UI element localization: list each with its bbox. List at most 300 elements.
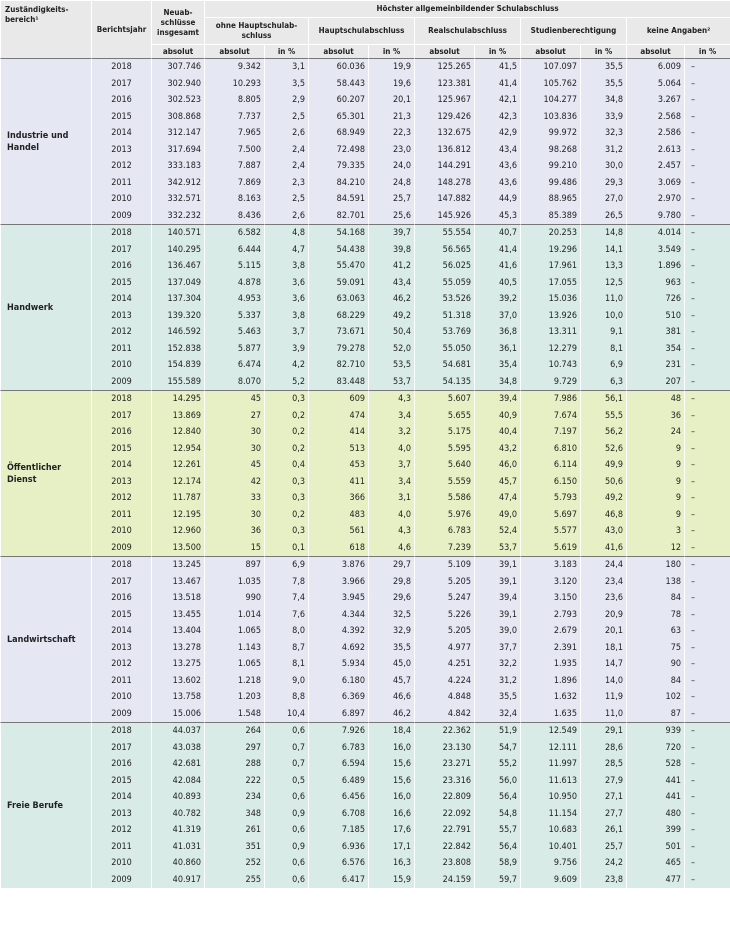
cell-year: 2018 [91,390,151,408]
cell-ohne-absolut: 1.035 [204,574,264,591]
cell-haupt-percent: 23,0 [368,142,414,159]
cell-ohne-absolut: 297 [204,740,264,757]
cell-haupt-percent: 20,1 [368,92,414,109]
table-row [0,374,730,391]
cell-ohne-absolut: 1.065 [204,623,264,640]
cell-ohne-percent: 4,2 [264,357,308,374]
cell-ohne-percent: 2,6 [264,208,308,225]
table-row [0,607,730,624]
cell-ohne-absolut: 6.474 [204,357,264,374]
cell-real-absolut: 23.271 [414,756,474,773]
cell-studien-absolut: 6.810 [520,441,580,458]
cell-year: 2011 [91,175,151,192]
cell-haupt-absolut: 414 [308,424,368,441]
cell-ohne-percent: 0,6 [264,872,308,889]
table-row [0,640,730,657]
cell-haupt-percent: 21,3 [368,109,414,126]
cell-haupt-percent: 4,6 [368,540,414,557]
cell-ohne-absolut: 348 [204,806,264,823]
cell-haupt-absolut: 84.210 [308,175,368,192]
cell-real-absolut: 5.595 [414,441,474,458]
cell-studien-absolut: 13.926 [520,308,580,325]
cell-real-absolut: 54.135 [414,374,474,391]
cell-total: 139.320 [151,308,204,325]
sector-label: Industrie und Handel [0,58,91,224]
cell-ohne-absolut: 42 [204,474,264,491]
cell-real-percent: 55,2 [474,756,520,773]
cell-haupt-absolut: 58.443 [308,76,368,93]
cell-year: 2009 [91,540,151,557]
header-absolut: absolut [626,44,684,58]
cell-total: 317.694 [151,142,204,159]
cell-year: 2015 [91,773,151,790]
cell-haupt-absolut: 82.701 [308,208,368,225]
cell-real-percent: 47,4 [474,490,520,507]
cell-real-percent: 39,4 [474,390,520,408]
cell-total: 13.602 [151,673,204,690]
cell-year: 2013 [91,806,151,823]
cell-ohne-absolut: 36 [204,523,264,540]
cell-haupt-percent: 49,2 [368,308,414,325]
cell-haupt-percent: 15,6 [368,756,414,773]
cell-total: 13.869 [151,408,204,425]
cell-ohne-absolut: 6.444 [204,242,264,259]
cell-year: 2015 [91,441,151,458]
cell-real-absolut: 5.559 [414,474,474,491]
cell-ohne-absolut: 4.878 [204,275,264,292]
cell-keine-absolut: 9.780 [626,208,684,225]
cell-studien-percent: 11,0 [580,706,626,723]
cell-haupt-percent: 18,4 [368,722,414,740]
cell-studien-absolut: 6.150 [520,474,580,491]
cell-year: 2016 [91,424,151,441]
cell-studien-percent: 49,9 [580,457,626,474]
cell-studien-percent: 23,6 [580,590,626,607]
cell-year: 2014 [91,623,151,640]
cell-studien-percent: 25,7 [580,839,626,856]
cell-year: 2014 [91,125,151,142]
cell-real-absolut: 22.791 [414,822,474,839]
cell-haupt-absolut: 84.591 [308,191,368,208]
cell-keine-percent: – [684,324,730,341]
cell-ohne-percent: 8,7 [264,640,308,657]
cell-studien-percent: 14,0 [580,673,626,690]
cell-year: 2009 [91,872,151,889]
header-absolut: absolut [520,44,580,58]
table-row [0,92,730,109]
cell-year: 2016 [91,590,151,607]
cell-keine-percent: – [684,341,730,358]
cell-haupt-absolut: 6.897 [308,706,368,723]
cell-keine-absolut: 75 [626,640,684,657]
table-row [0,540,730,557]
cell-keine-absolut: 480 [626,806,684,823]
cell-haupt-absolut: 4.692 [308,640,368,657]
cell-ohne-percent: 7,6 [264,607,308,624]
cell-studien-percent: 27,1 [580,789,626,806]
cell-studien-percent: 14,8 [580,224,626,242]
cell-studien-percent: 56,1 [580,390,626,408]
cell-ohne-percent: 0,3 [264,474,308,491]
cell-keine-percent: – [684,175,730,192]
cell-studien-percent: 26,1 [580,822,626,839]
cell-real-percent: 54,7 [474,740,520,757]
cell-haupt-absolut: 609 [308,390,368,408]
cell-haupt-absolut: 3.876 [308,556,368,574]
cell-real-percent: 39,2 [474,291,520,308]
cell-real-percent: 31,2 [474,673,520,690]
cell-keine-percent: – [684,408,730,425]
cell-keine-percent: – [684,673,730,690]
cell-ohne-absolut: 7.887 [204,158,264,175]
cell-total: 12.261 [151,457,204,474]
cell-real-percent: 37,0 [474,308,520,325]
cell-ohne-percent: 3,8 [264,258,308,275]
cell-studien-absolut: 7.674 [520,408,580,425]
cell-studien-percent: 9,1 [580,324,626,341]
cell-keine-absolut: 441 [626,773,684,790]
cell-year: 2014 [91,291,151,308]
cell-keine-percent: – [684,242,730,259]
cell-haupt-percent: 45,7 [368,673,414,690]
cell-ohne-percent: 3,6 [264,275,308,292]
cell-real-percent: 56,4 [474,789,520,806]
cell-keine-percent: – [684,208,730,225]
cell-studien-absolut: 3.150 [520,590,580,607]
cell-studien-absolut: 17.961 [520,258,580,275]
cell-real-absolut: 54.681 [414,357,474,374]
cell-haupt-percent: 3,2 [368,424,414,441]
cell-ohne-percent: 7,8 [264,574,308,591]
cell-studien-absolut: 1.935 [520,656,580,673]
cell-keine-absolut: 720 [626,740,684,757]
table-row [0,158,730,175]
cell-total: 333.183 [151,158,204,175]
cell-studien-absolut: 105.762 [520,76,580,93]
cell-total: 43.038 [151,740,204,757]
table-row [0,308,730,325]
cell-year: 2012 [91,324,151,341]
table-row [0,839,730,856]
cell-keine-absolut: 12 [626,540,684,557]
header-group-studien: Studienberechtigung [520,17,626,44]
cell-real-percent: 45,7 [474,474,520,491]
cell-real-percent: 32,4 [474,706,520,723]
cell-studien-absolut: 10.683 [520,822,580,839]
cell-keine-percent: – [684,109,730,126]
sector-label: Landwirtschaft [0,556,91,722]
table-row [0,390,730,408]
cell-total: 12.195 [151,507,204,524]
cell-year: 2016 [91,756,151,773]
cell-haupt-absolut: 54.168 [308,224,368,242]
cell-total: 13.404 [151,623,204,640]
cell-total: 312.147 [151,125,204,142]
cell-real-absolut: 5.640 [414,457,474,474]
cell-keine-absolut: 9 [626,490,684,507]
cell-real-percent: 45,3 [474,208,520,225]
cell-keine-percent: – [684,706,730,723]
cell-haupt-percent: 46,6 [368,689,414,706]
cell-year: 2011 [91,507,151,524]
cell-real-absolut: 5.109 [414,556,474,574]
cell-studien-absolut: 9.756 [520,855,580,872]
cell-keine-percent: – [684,457,730,474]
cell-studien-absolut: 12.279 [520,341,580,358]
cell-ohne-percent: 2,4 [264,142,308,159]
cell-studien-percent: 24,2 [580,855,626,872]
table-row [0,806,730,823]
cell-haupt-percent: 4,3 [368,523,414,540]
cell-keine-percent: – [684,125,730,142]
cell-keine-absolut: 3.549 [626,242,684,259]
header-absolut: absolut [204,44,264,58]
cell-keine-percent: – [684,740,730,757]
cell-ohne-absolut: 8.163 [204,191,264,208]
cell-studien-absolut: 10.950 [520,789,580,806]
table-row [0,275,730,292]
cell-ohne-percent: 8,0 [264,623,308,640]
cell-studien-percent: 8,1 [580,341,626,358]
cell-keine-percent: – [684,424,730,441]
cell-keine-percent: – [684,191,730,208]
table-row [0,191,730,208]
cell-total: 302.940 [151,76,204,93]
cell-keine-absolut: 48 [626,390,684,408]
cell-keine-absolut: 3 [626,523,684,540]
header-group-haupt: Hauptschulabschluss [308,17,414,44]
cell-studien-absolut: 11.154 [520,806,580,823]
cell-keine-percent: – [684,142,730,159]
cell-keine-absolut: 2.613 [626,142,684,159]
table-row [0,224,730,242]
cell-real-percent: 40,7 [474,224,520,242]
cell-real-percent: 40,9 [474,408,520,425]
cell-real-percent: 39,1 [474,556,520,574]
cell-haupt-percent: 39,8 [368,242,414,259]
cell-total: 40.893 [151,789,204,806]
cell-total: 15.006 [151,706,204,723]
cell-real-absolut: 5.976 [414,507,474,524]
cell-total: 44.037 [151,722,204,740]
cell-year: 2013 [91,640,151,657]
cell-haupt-absolut: 63.063 [308,291,368,308]
cell-keine-absolut: 63 [626,623,684,640]
cell-ohne-percent: 0,7 [264,756,308,773]
cell-real-absolut: 22.362 [414,722,474,740]
cell-ohne-percent: 0,1 [264,540,308,557]
cell-studien-percent: 52,6 [580,441,626,458]
cell-real-absolut: 23.130 [414,740,474,757]
cell-studien-absolut: 3.183 [520,556,580,574]
cell-keine-absolut: 9 [626,441,684,458]
cell-studien-absolut: 103.836 [520,109,580,126]
cell-total: 140.295 [151,242,204,259]
cell-real-absolut: 51.318 [414,308,474,325]
sector-label: Handwerk [0,224,91,390]
cell-keine-absolut: 510 [626,308,684,325]
header-year: Berichtsjahr [91,0,151,58]
cell-haupt-percent: 43,4 [368,275,414,292]
cell-total: 154.839 [151,357,204,374]
cell-studien-percent: 20,1 [580,623,626,640]
cell-real-absolut: 129.426 [414,109,474,126]
cell-real-percent: 35,4 [474,357,520,374]
cell-studien-percent: 27,9 [580,773,626,790]
table-row [0,242,730,259]
cell-real-percent: 39,0 [474,623,520,640]
cell-real-percent: 35,5 [474,689,520,706]
cell-studien-percent: 35,5 [580,58,626,76]
cell-ohne-absolut: 990 [204,590,264,607]
cell-studien-absolut: 5.793 [520,490,580,507]
cell-ohne-percent: 0,6 [264,855,308,872]
table-row [0,408,730,425]
cell-ohne-absolut: 4.953 [204,291,264,308]
table-row [0,258,730,275]
cell-real-absolut: 4.977 [414,640,474,657]
cell-ohne-absolut: 7.500 [204,142,264,159]
cell-haupt-absolut: 59.091 [308,275,368,292]
cell-total: 13.518 [151,590,204,607]
cell-real-absolut: 5.586 [414,490,474,507]
cell-total: 342.912 [151,175,204,192]
cell-haupt-absolut: 411 [308,474,368,491]
cell-keine-absolut: 2.970 [626,191,684,208]
cell-keine-absolut: 2.586 [626,125,684,142]
cell-haupt-absolut: 483 [308,507,368,524]
cell-keine-percent: – [684,607,730,624]
cell-year: 2011 [91,341,151,358]
cell-haupt-percent: 16,6 [368,806,414,823]
cell-ohne-absolut: 8.070 [204,374,264,391]
cell-studien-absolut: 17.055 [520,275,580,292]
cell-real-percent: 41,6 [474,258,520,275]
cell-ohne-absolut: 15 [204,540,264,557]
table-row [0,324,730,341]
cell-keine-percent: – [684,574,730,591]
cell-real-absolut: 22.809 [414,789,474,806]
cell-haupt-absolut: 83.448 [308,374,368,391]
cell-studien-absolut: 5.577 [520,523,580,540]
cell-year: 2014 [91,457,151,474]
cell-haupt-absolut: 5.934 [308,656,368,673]
header-total-absolut: absolut [151,44,204,58]
cell-ohne-percent: 0,7 [264,740,308,757]
table-row [0,556,730,574]
cell-ohne-percent: 5,2 [264,374,308,391]
cell-keine-percent: – [684,822,730,839]
header-percent: in % [580,44,626,58]
cell-studien-percent: 31,2 [580,142,626,159]
cell-keine-absolut: 6.009 [626,58,684,76]
cell-year: 2017 [91,574,151,591]
cell-studien-percent: 33,9 [580,109,626,126]
cell-ohne-absolut: 255 [204,872,264,889]
cell-total: 12.960 [151,523,204,540]
cell-total: 13.275 [151,656,204,673]
cell-ohne-absolut: 8.805 [204,92,264,109]
cell-studien-absolut: 12.549 [520,722,580,740]
cell-ohne-absolut: 1.548 [204,706,264,723]
cell-ohne-absolut: 7.965 [204,125,264,142]
cell-real-absolut: 125.265 [414,58,474,76]
table-row [0,507,730,524]
cell-real-absolut: 56.025 [414,258,474,275]
cell-keine-absolut: 4.014 [626,224,684,242]
cell-real-absolut: 5.205 [414,623,474,640]
cell-studien-absolut: 2.793 [520,607,580,624]
cell-real-absolut: 23.316 [414,773,474,790]
table-row [0,58,730,76]
cell-ohne-percent: 0,6 [264,789,308,806]
cell-keine-absolut: 36 [626,408,684,425]
cell-real-absolut: 53.769 [414,324,474,341]
cell-ohne-percent: 0,2 [264,408,308,425]
cell-real-percent: 55,7 [474,822,520,839]
cell-studien-percent: 41,6 [580,540,626,557]
cell-year: 2015 [91,607,151,624]
cell-ohne-percent: 3,6 [264,291,308,308]
cell-haupt-absolut: 474 [308,408,368,425]
cell-total: 13.758 [151,689,204,706]
cell-ohne-percent: 2,5 [264,191,308,208]
cell-haupt-percent: 17,1 [368,839,414,856]
cell-real-absolut: 4.848 [414,689,474,706]
table-row [0,822,730,839]
cell-haupt-percent: 46,2 [368,291,414,308]
cell-keine-absolut: 24 [626,424,684,441]
cell-ohne-percent: 2,5 [264,109,308,126]
cell-keine-percent: – [684,390,730,408]
cell-keine-percent: – [684,756,730,773]
cell-studien-absolut: 7.986 [520,390,580,408]
cell-ohne-absolut: 1.203 [204,689,264,706]
cell-studien-absolut: 10.401 [520,839,580,856]
header-percent: in % [684,44,730,58]
cell-studien-absolut: 5.697 [520,507,580,524]
cell-real-percent: 40,4 [474,424,520,441]
cell-keine-absolut: 207 [626,374,684,391]
table-row [0,773,730,790]
cell-total: 152.838 [151,341,204,358]
cell-year: 2012 [91,656,151,673]
cell-studien-percent: 23,4 [580,574,626,591]
cell-studien-absolut: 12.111 [520,740,580,757]
cell-keine-percent: – [684,441,730,458]
cell-year: 2016 [91,92,151,109]
cell-ohne-percent: 0,6 [264,822,308,839]
table-row [0,722,730,740]
cell-keine-absolut: 726 [626,291,684,308]
cell-total: 302.523 [151,92,204,109]
cell-studien-absolut: 98.268 [520,142,580,159]
table-row [0,474,730,491]
cell-total: 13.278 [151,640,204,657]
cell-ohne-percent: 9,0 [264,673,308,690]
cell-haupt-percent: 52,0 [368,341,414,358]
header-percent: in % [368,44,414,58]
cell-real-percent: 40,5 [474,275,520,292]
cell-real-percent: 34,8 [474,374,520,391]
cell-keine-percent: – [684,689,730,706]
table-row [0,357,730,374]
cell-haupt-percent: 15,9 [368,872,414,889]
cell-studien-absolut: 1.632 [520,689,580,706]
cell-haupt-absolut: 513 [308,441,368,458]
cell-haupt-absolut: 6.180 [308,673,368,690]
table-row [0,291,730,308]
